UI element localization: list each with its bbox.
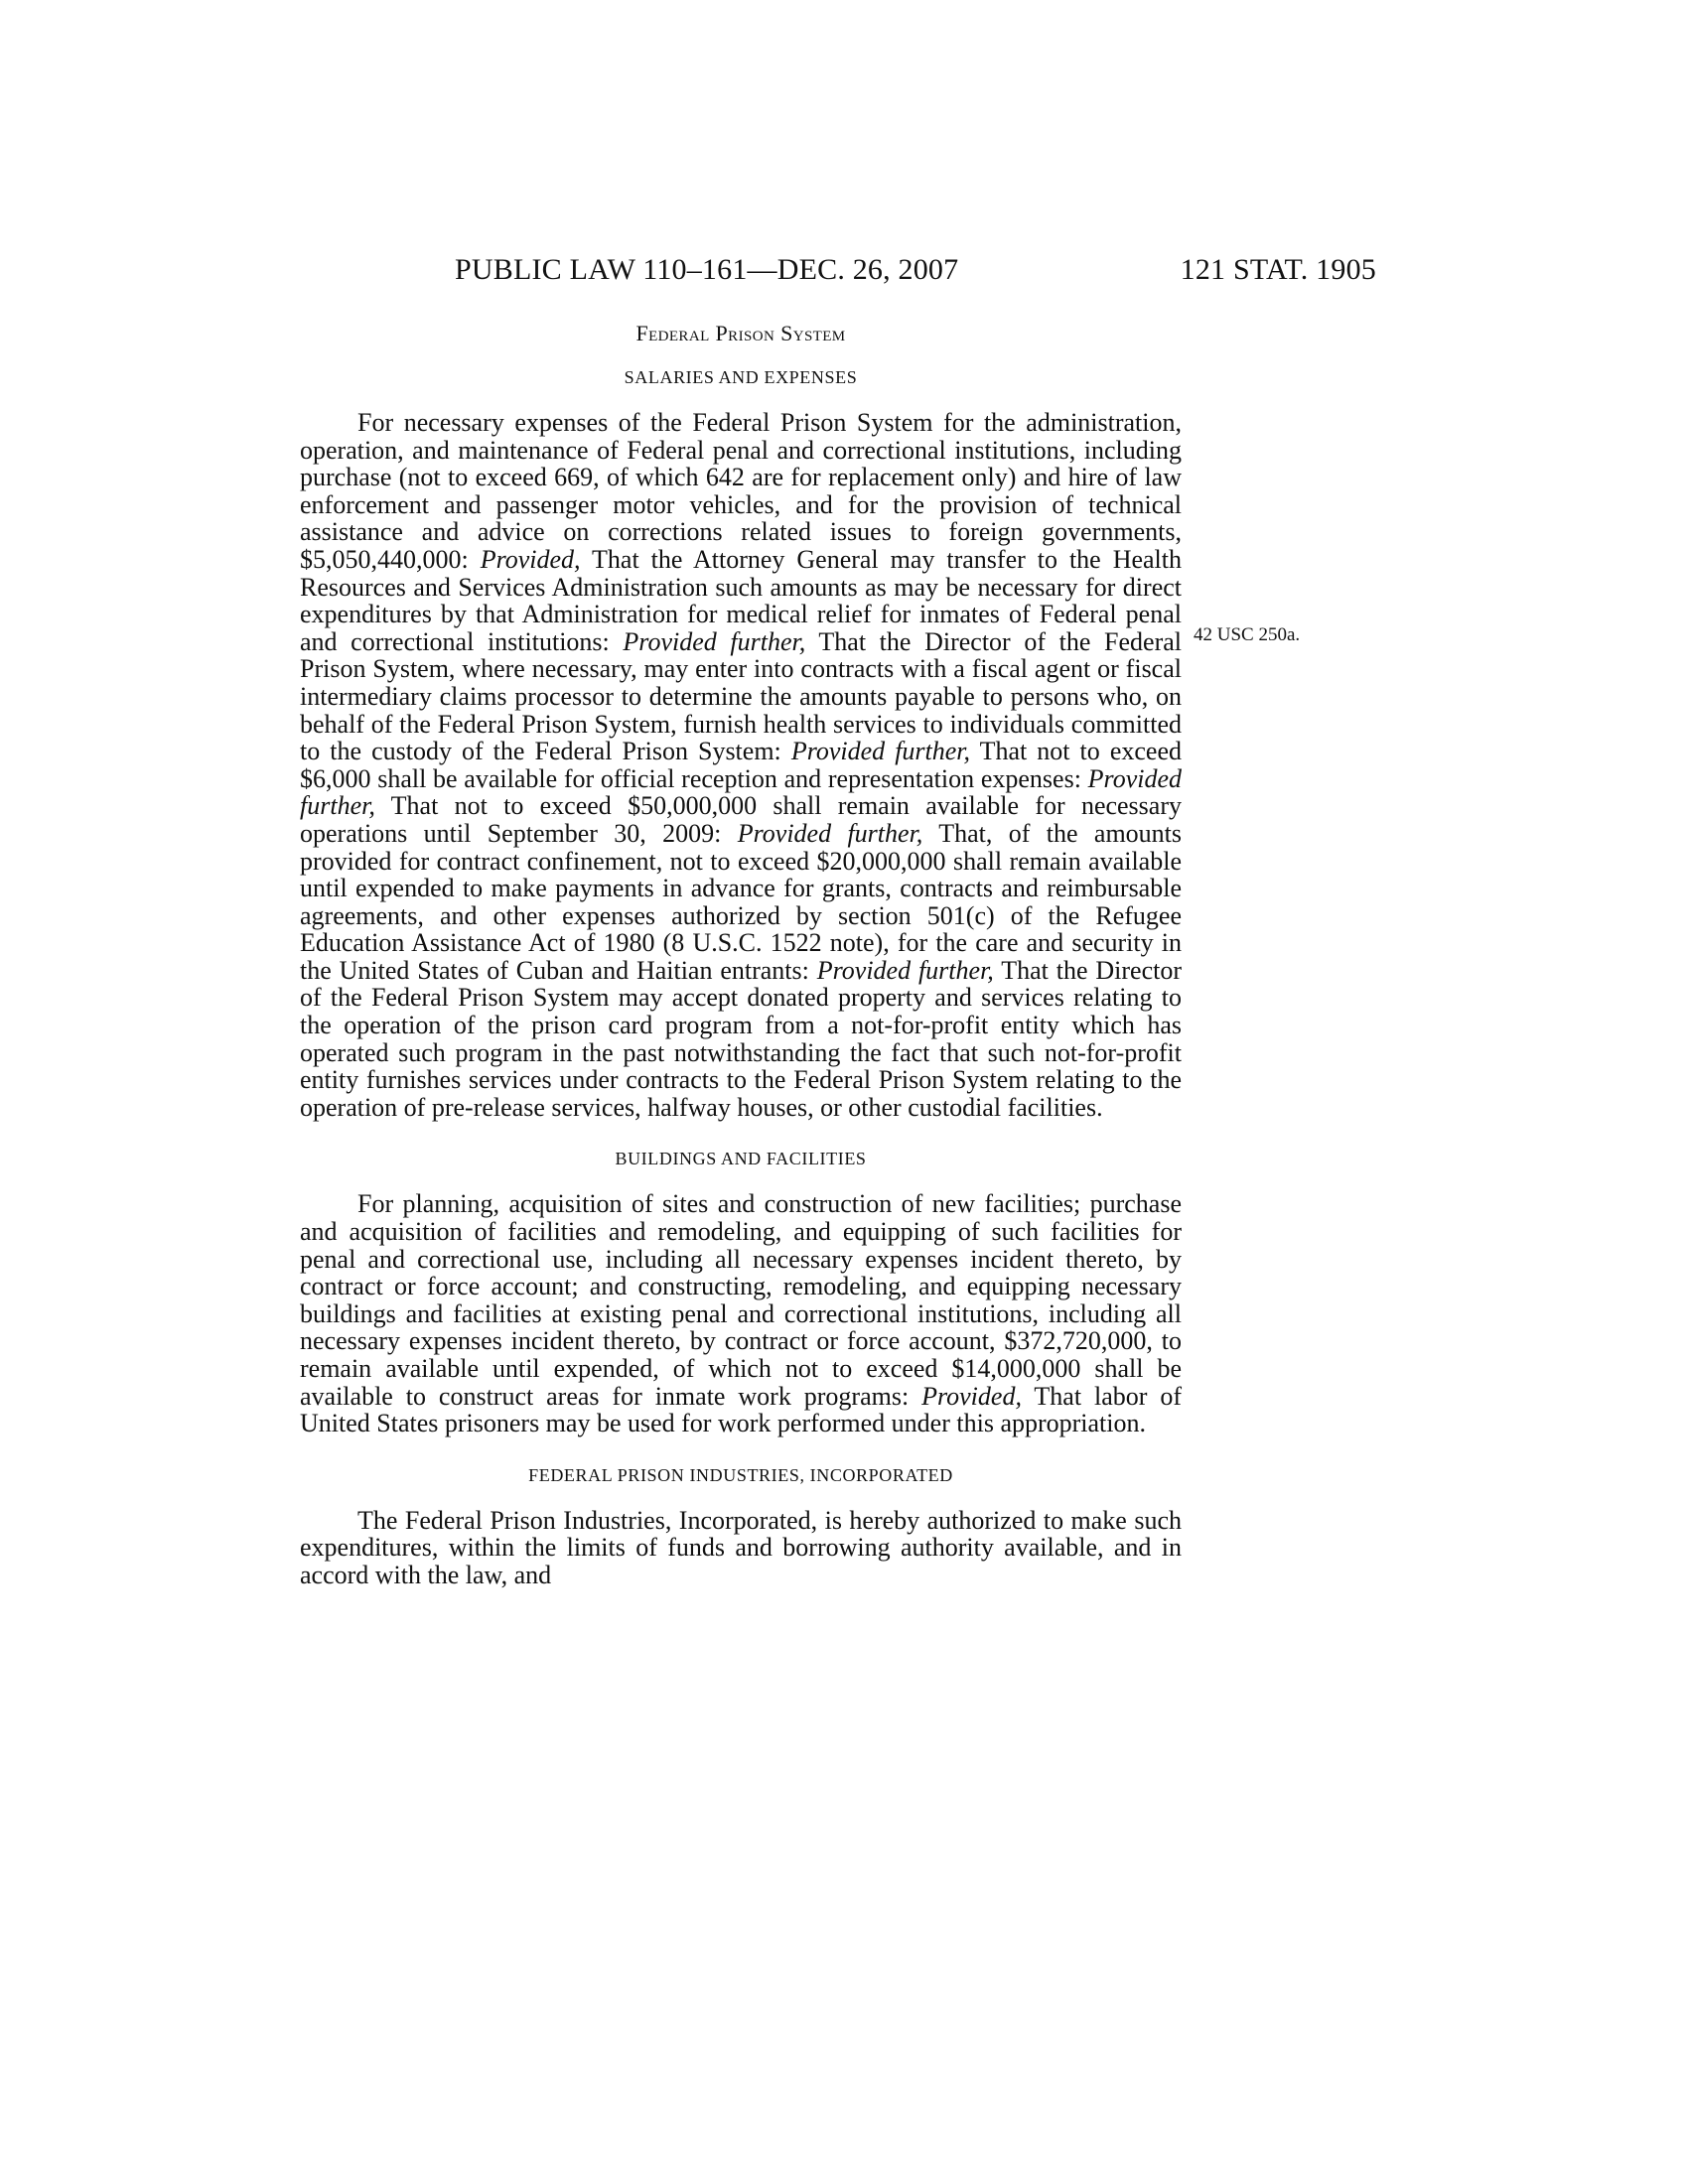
- running-head: [455, 250, 1376, 290]
- law-title: PUBLIC LAW 110–161—DEC. 26, 2007: [455, 253, 959, 286]
- salaries-paragraph: For necessary expenses of the Federal Prison System for the administration, operation, and maintenance of Federal penal and correctional institutions, including purchase (not to exceed 669, of which 642 are for replacement only) and hire of law enforcement and passenger motor vehicles, and for the provision of technical assistance and advice on corrections related issues to foreign governments, $5,050,440,000: Provided, That the Attorney General may transfer to the Health Resources and Services Administration such amounts as may be necessary for direct expenditures by that Administration for medical relief for inmates of Federal penal and correctional institutions: Provided further, That the Director of the Federal Prison System, where necessary, may enter into contracts with a fiscal agent or fiscal intermediary claims processor to determine the amounts payable to persons who, on behalf of the Federal Prison System, furnish health services to individuals committed to the custody of the Federal Prison System: Provided further, That not to exceed $6,000 shall be available for official reception and representation expenses: Provided further, That not to exceed $50,000,000 shall remain available for necessary operations until September 30, 2009: Provided further, That, of the amounts provided for contract confinement, not to exceed $20,000,000 shall remain available until expended to make payments in advance for grants, contracts and reimbursable agreements, and other expenses authorized by section 501(c) of the Refugee Education Assistance Act of 1980 (8 U.S.C. 1522 note), for the care and security in the United States of Cuban and Haitian entrants: Provided further, That the Director of the Federal Prison System may accept donated property and services relating to the operation of the prison card program from a not-for-profit entity which has operated such program in the past notwithstanding the fact that such not-for-profit entity furnishes services under contracts to the Federal Prison System relating to the operation of pre-release services, halfway houses, or other custodial facilities.: [300, 408, 1183, 1122]
- salaries-heading: SALARIES AND EXPENSES: [624, 367, 858, 387]
- agency-heading: Federal Prison System: [635, 321, 846, 345]
- industries-paragraph: The Federal Prison Industries, Incorporated, is hereby authorized to make such expenditures, within the limits of funds and borrowing authority available, and in accord with the law, and: [300, 1505, 1182, 1589]
- statute-reference: 121 STAT. 1905: [1180, 253, 1376, 286]
- buildings-paragraph: For planning, acquisition of sites and construction of new facilities; purchase and acquisition of facilities and remodeling, and equipping of such facilities for penal and correctional use, including all necessary expenses incident thereto, by contract or force account; and constructing, remodeling, and equipping necessary buildings and facilities at existing penal and correctional institutions, including all necessary expenses incident thereto, by contract or force account, $372,720,000, to remain available until expended, of which not to exceed $14,000,000 shall be available to construct areas for inmate work programs: Provided, That labor of United States prisoners may be used for work performed under this appropriation.: [300, 1189, 1182, 1438]
- buildings-heading: BUILDINGS AND FACILITIES: [615, 1149, 867, 1169]
- document-body: [300, 320, 1182, 1589]
- industries-heading: FEDERAL PRISON INDUSTRIES, INCORPORATED: [528, 1464, 953, 1485]
- margin-citation: 42 USC 250a.: [1194, 624, 1301, 645]
